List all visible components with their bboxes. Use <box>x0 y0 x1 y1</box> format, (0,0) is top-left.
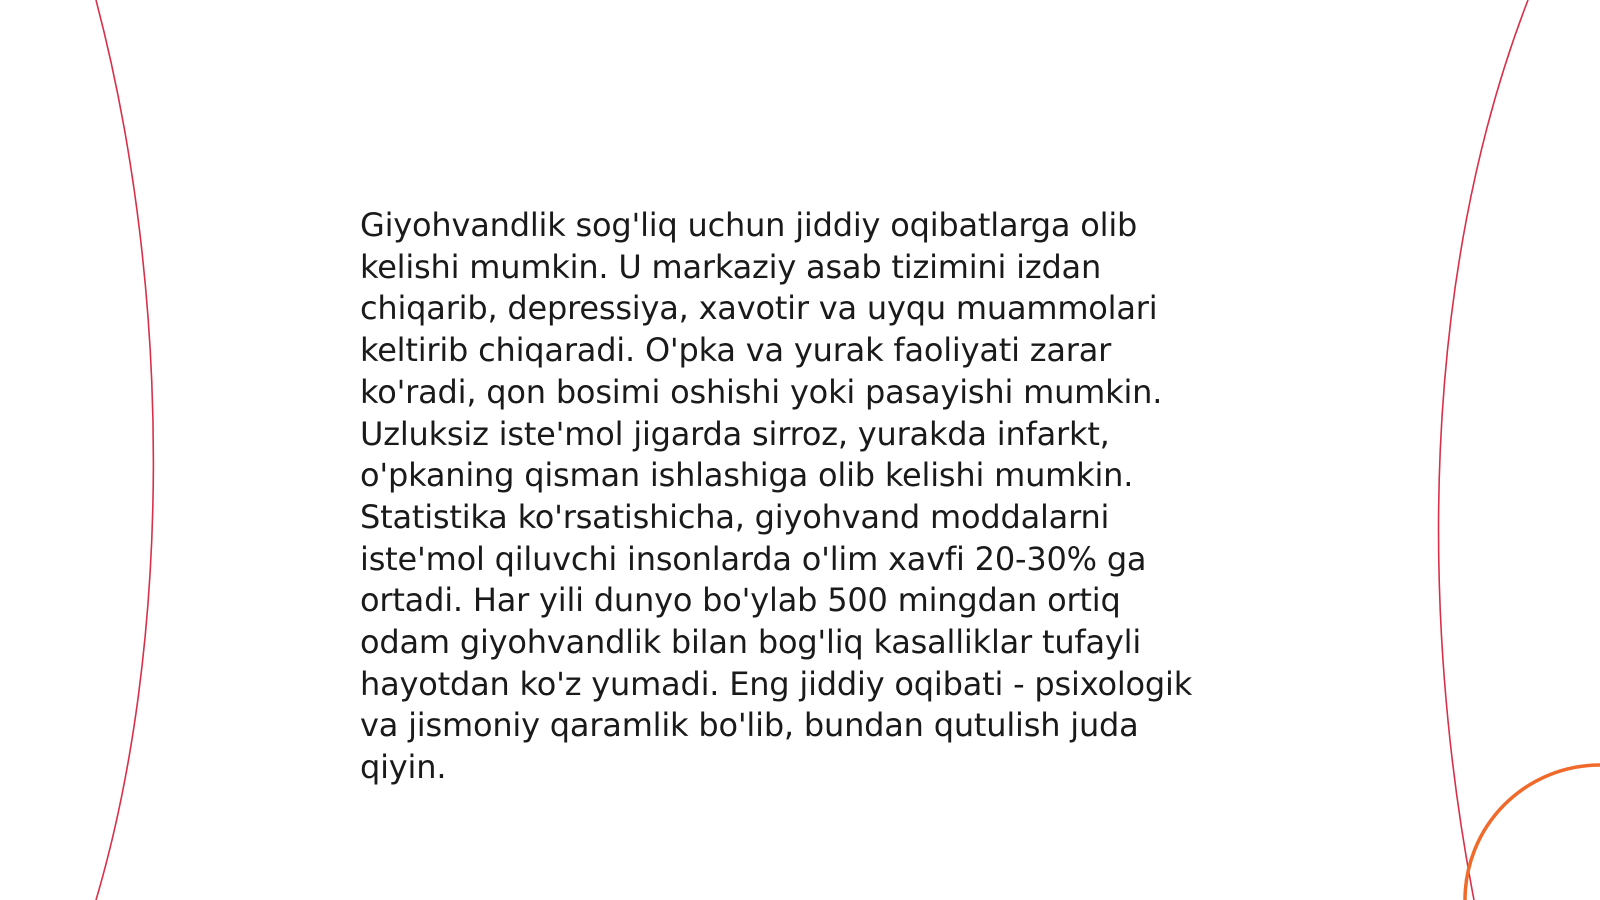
right-curve-line <box>1439 0 1528 900</box>
orange-circle-outline <box>1465 765 1600 900</box>
left-curve-line <box>96 0 153 900</box>
body-paragraph: Giyohvandlik sog'liq uchun jiddiy oqibatlarga olib kelishi mumkin. U markaziy asab tizimini izdan chiqarib, depressiya, xavotir va uyqu muammolari keltirib chiqaradi. O'pka va yurak faoliyati zarar ko'radi, qon bosimi oshishi yoki pasayishi mumkin. Uzluksiz iste'mol jigarda sirroz, yurakda infarkt, o'pkaning qisman ishlashiga olib kelishi mumkin. Statistika ko'rsatishicha, giyohvand moddalarni iste'mol qiluvchi insonlarda o'lim xavfi 20-30% ga ortadi. Har yili dunyo bo'ylab 500 mingdan ortiq odam giyohvandlik bilan bog'liq kasalliklar tufayli hayotdan ko'z yumadi. Eng jiddiy oqibati - psixologik va jismoniy qaramlik bo'lib, bundan qutulish juda qiyin. <box>360 206 1193 787</box>
